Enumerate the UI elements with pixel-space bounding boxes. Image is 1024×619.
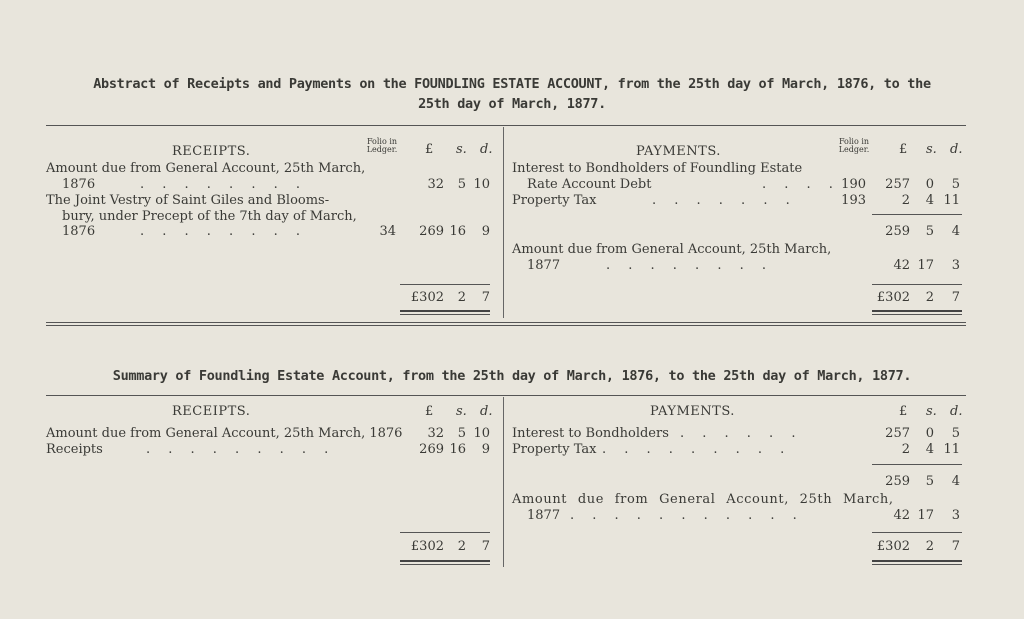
abstract-payments-subtotal-pence: 4 <box>951 224 960 239</box>
summary-payment-balance-pence: 3 <box>951 508 960 523</box>
abstract-payments-total-rule <box>872 284 962 285</box>
abstract-payment-1-shillings: 0 <box>925 177 934 192</box>
abstract-payment-1-line1: Interest to Bondholders of Foundling Estate <box>512 161 803 176</box>
abstract-receipt-1-line1: Amount due from General Account, 25th March, <box>46 161 366 176</box>
summary-payment-2-pence: 11 <box>943 442 960 457</box>
abstract-payment-2-shillings: 4 <box>925 193 934 208</box>
summary-payment-1-label: Interest to Bondholders <box>512 426 669 441</box>
summary-payments-subtotal-pounds: 259 <box>885 474 910 489</box>
summary-payments-subtotal-rule <box>872 464 962 465</box>
summary-title: Summary of Foundling Estate Account, from the 25th day of March, 1876, to the 25th day of March, 1877. <box>112 368 912 384</box>
summary-receipts-double-rule-a <box>400 560 490 562</box>
summary-receipts-pence-header: d. <box>480 404 493 419</box>
summary-receipts-total-pounds: £302 <box>410 539 444 554</box>
abstract-receipts-total-shillings: 2 <box>457 290 466 305</box>
summary-receipt-2-label: Receipts <box>46 442 103 457</box>
abstract-payment-balance-shillings: 17 <box>917 258 934 273</box>
abstract-receipts-total-rule <box>400 284 490 285</box>
summary-payments-double-rule-a <box>872 560 962 562</box>
summary-receipt-2-dots: . . . . . . . . . <box>146 442 336 457</box>
abstract-receipt-2-pounds: 269 <box>419 224 444 239</box>
abstract-payment-1-pounds: 257 <box>885 177 910 192</box>
abstract-payment-2-pence: 11 <box>943 193 960 208</box>
summary-receipt-2-pence: 9 <box>481 442 490 457</box>
abstract-bottom-rule-b <box>46 325 966 326</box>
abstract-bottom-rule-a <box>46 322 966 323</box>
summary-receipts-total-rule <box>400 532 490 533</box>
summary-payments-pounds-header: £ <box>899 404 908 419</box>
summary-payments-subtotal-shillings: 5 <box>925 474 934 489</box>
summary-receipts-shillings-header: s. <box>456 404 467 419</box>
abstract-payments-shillings-header: s. <box>926 142 937 157</box>
abstract-payments-pence-header: d. <box>950 142 963 157</box>
summary-payments-total-shillings: 2 <box>925 539 934 554</box>
abstract-payments-double-rule-a <box>872 310 962 312</box>
summary-payment-balance-pounds: 42 <box>893 508 910 523</box>
abstract-receipt-2-line2: 1876 <box>62 224 96 239</box>
abstract-payments-subtotal-shillings: 5 <box>925 224 934 239</box>
abstract-receipt-2-dots: . . . . . . . . <box>140 224 307 239</box>
abstract-payment-1-line2: Rate Account Debt <box>527 177 652 192</box>
summary-receipts-header: RECEIPTS. <box>172 404 251 419</box>
abstract-payment-balance-pence: 3 <box>951 258 960 273</box>
abstract-payments-total-pounds: £302 <box>876 290 910 305</box>
abstract-payment-2-dots: . . . . . . . <box>652 193 797 208</box>
abstract-payment-2-folio: 193 <box>841 193 866 208</box>
summary-receipts-pounds-header: £ <box>425 404 434 419</box>
abstract-payment-balance-dots: . . . . . . . . <box>606 258 773 273</box>
abstract-receipts-total-pence: 7 <box>481 290 490 305</box>
abstract-receipt-2-pence: 9 <box>481 224 490 239</box>
abstract-receipt-1-dots: . . . . . . . . <box>140 177 307 192</box>
abstract-payment-2-label: Property Tax <box>512 193 597 208</box>
summary-payment-2-shillings: 4 <box>925 442 934 457</box>
summary-receipt-1-pence: 10 <box>473 426 490 441</box>
abstract-payments-subtotal-pounds: 259 <box>885 224 910 239</box>
summary-payment-balance-line1: Amount due from General Account, 25th March, <box>512 492 894 507</box>
abstract-receipt-1-pence: 10 <box>473 177 490 192</box>
abstract-receipts-total-pounds: £302 <box>410 290 444 305</box>
abstract-receipts-pence-header: d. <box>480 142 493 157</box>
summary-center-divider <box>503 397 504 567</box>
abstract-receipt-1-shillings: 5 <box>457 177 466 192</box>
summary-receipt-2-shillings: 16 <box>449 442 466 457</box>
summary-payments-shillings-header: s. <box>926 404 937 419</box>
abstract-receipt-1-pounds: 32 <box>427 177 444 192</box>
abstract-title-line2: 25th day of March, 1877. <box>418 96 606 112</box>
summary-payment-1-pounds: 257 <box>885 426 910 441</box>
abstract-payments-header: PAYMENTS. <box>636 144 721 159</box>
abstract-payment-1-dots: . . . . <box>762 177 840 192</box>
abstract-payments-total-shillings: 2 <box>925 290 934 305</box>
summary-payments-total-pounds: £302 <box>876 539 910 554</box>
summary-payment-balance-dots: . . . . . . . . . . . <box>570 508 804 523</box>
summary-payments-double-rule-b <box>872 564 962 565</box>
abstract-receipts-double-rule-a <box>400 310 490 312</box>
abstract-payments-total-pence: 7 <box>951 290 960 305</box>
abstract-payment-balance-line1: Amount due from General Account, 25th March, <box>512 242 832 257</box>
summary-payments-total-rule <box>872 532 962 533</box>
abstract-payment-1-folio: 190 <box>841 177 866 192</box>
abstract-receipt-2-line1b: bury, under Precept of the 7th day of March, <box>62 209 357 224</box>
abstract-receipts-folio-header: Folio in Ledger. <box>366 137 398 154</box>
summary-receipt-1-label: Amount due from General Account, 25th March, 1876 <box>46 426 403 441</box>
summary-receipt-2-pounds: 269 <box>419 442 444 457</box>
summary-payment-1-pence: 5 <box>951 426 960 441</box>
abstract-receipt-1-line2: 1876 <box>62 177 96 192</box>
summary-receipts-total-shillings: 2 <box>457 539 466 554</box>
summary-receipt-1-pounds: 32 <box>427 426 444 441</box>
abstract-payment-balance-pounds: 42 <box>893 258 910 273</box>
abstract-center-divider <box>503 127 504 318</box>
abstract-receipt-2-folio: 34 <box>379 224 396 239</box>
summary-receipts-total-pence: 7 <box>481 539 490 554</box>
summary-payment-balance-line2: 1877 <box>527 508 561 523</box>
summary-payments-subtotal-pence: 4 <box>951 474 960 489</box>
summary-payment-2-label: Property Tax <box>512 442 597 457</box>
summary-payment-2-dots: . . . . . . . . . <box>602 442 792 457</box>
abstract-payment-balance-line2: 1877 <box>527 258 561 273</box>
summary-payment-1-shillings: 0 <box>925 426 934 441</box>
abstract-receipts-header: RECEIPTS. <box>172 144 251 159</box>
summary-payments-total-pence: 7 <box>951 539 960 554</box>
summary-top-rule <box>46 395 966 396</box>
abstract-payment-2-pounds: 2 <box>901 193 910 208</box>
abstract-payment-1-pence: 5 <box>951 177 960 192</box>
abstract-title-line1: Abstract of Receipts and Payments on the FOUNDLING ESTATE ACCOUNT, from the 25th day of March, 1876, to the <box>93 76 931 92</box>
summary-payments-header: PAYMENTS. <box>650 404 735 419</box>
summary-receipt-1-shillings: 5 <box>457 426 466 441</box>
summary-payment-2-pounds: 2 <box>901 442 910 457</box>
summary-payment-balance-shillings: 17 <box>917 508 934 523</box>
abstract-receipt-2-line1: The Joint Vestry of Saint Giles and Blooms- <box>46 193 330 208</box>
summary-receipts-double-rule-b <box>400 564 490 565</box>
abstract-receipts-double-rule-b <box>400 314 490 315</box>
abstract-top-rule <box>46 125 966 126</box>
abstract-receipts-shillings-header: s. <box>456 142 467 157</box>
abstract-payments-pounds-header: £ <box>899 142 908 157</box>
abstract-payments-folio-header: Folio in Ledger. <box>838 137 870 154</box>
abstract-receipt-2-shillings: 16 <box>449 224 466 239</box>
abstract-payments-subtotal-rule <box>872 214 962 215</box>
summary-payments-pence-header: d. <box>950 404 963 419</box>
abstract-receipts-pounds-header: £ <box>425 142 434 157</box>
abstract-payments-double-rule-b <box>872 314 962 315</box>
summary-payment-1-dots: . . . . . . <box>680 426 803 441</box>
